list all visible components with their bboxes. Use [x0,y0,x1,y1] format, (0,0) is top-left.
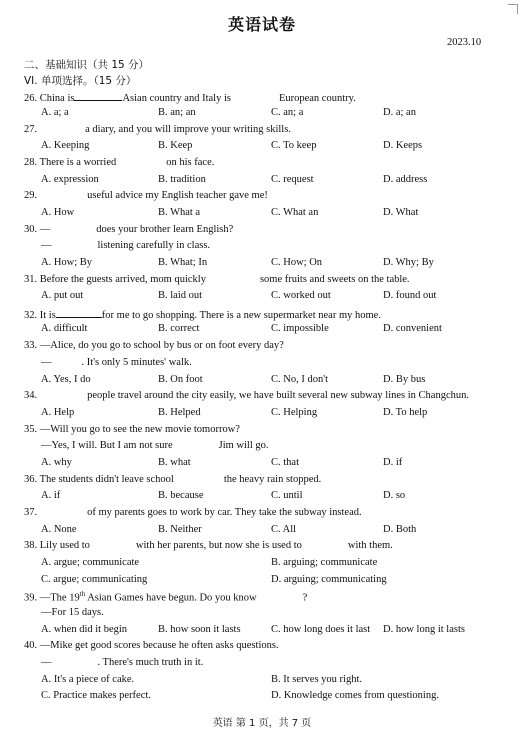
question-30-option-b[interactable]: B. What; In [158,257,208,268]
question-38-option-b[interactable]: B. arguing; communicate [271,557,378,568]
question-39-option-d[interactable]: D. how long it lasts [383,624,465,635]
question-33-line-2: — . It's only 5 minutes' walk. [41,357,192,368]
question-29-option-c[interactable]: C. What an [271,207,319,218]
question-40-line-1: 40. —Mike get good scores because he often asks questions. [24,640,279,651]
question-39-line-1: 39. —The 19th Asian Games have begun. Do you know ? [24,590,308,604]
question-36-option-c[interactable]: C. until [271,490,303,501]
question-27-option-c[interactable]: C. To keep [271,140,317,151]
question-39-option-b[interactable]: B. how soon it lasts [158,624,241,635]
question-35-line-2: —Yes, I will. But I am not sure Jim will go. [41,440,269,451]
question-38-option-d[interactable]: D. arguing; communicating [271,574,387,585]
question-40-option-a[interactable]: A. It's a piece of cake. [41,674,135,685]
question-33-option-a[interactable]: A. Yes, I do [41,374,91,385]
question-39-line-2: —For 15 days. [41,607,104,618]
question-39-option-a[interactable]: A. when did it begin [41,624,128,635]
question-32-option-c[interactable]: C. impossible [271,323,329,334]
question-32-option-a[interactable]: A. difficult [41,323,88,334]
question-28-stem: 28. There is a worried on his face. [24,157,215,168]
question-38-stem: 38. Lily used to with her parents, but now she is used to with them. [24,540,393,551]
question-29-stem: 29. useful advice my English teacher gave me! [24,190,268,201]
question-30-option-a[interactable]: A. How; By [41,257,93,268]
question-28-option-b[interactable]: B. tradition [158,174,206,185]
question-30-option-d[interactable]: D. Why; By [383,257,434,268]
question-26-stem: 26. China is Asian country and Italy is European country. [24,90,356,104]
question-31-option-a[interactable]: A. put out [41,290,84,301]
question-38-option-c[interactable]: C. argue; communicating [41,574,148,585]
question-39-option-c[interactable]: C. how long does it last [271,624,371,635]
question-33-line-1: 33. —Alice, do you go to school by bus or on foot every day? [24,340,284,351]
question-26-option-c[interactable]: C. an; a [271,107,304,118]
question-34-option-c[interactable]: C. Helping [271,407,318,418]
question-34-option-d[interactable]: D. To help [383,407,428,418]
question-29-option-b[interactable]: B. What a [158,207,201,218]
question-26-option-b[interactable]: B. an; an [158,107,196,118]
question-26-option-a[interactable]: A. a; a [41,107,69,118]
question-31-option-c[interactable]: C. worked out [271,290,331,301]
question-35-option-c[interactable]: C. that [271,457,299,468]
question-36-option-d[interactable]: D. so [383,490,406,501]
section-heading: 二、基础知识（共 15 分） [24,59,150,71]
page-footer: 英语 第 1 页，共 7 页 [212,718,312,729]
question-29-option-d[interactable]: D. What [383,207,419,218]
question-40-option-b[interactable]: B. It serves you right. [271,674,362,685]
question-31-option-b[interactable]: B. laid out [158,290,203,301]
question-34-option-b[interactable]: B. Helped [158,407,201,418]
subsection-heading: VI. 单项选择。（15 分） [24,75,137,87]
question-31-option-d[interactable]: D. found out [383,290,437,301]
question-28-option-d[interactable]: D. address [383,174,428,185]
question-30-line-2: — listening carefully in class. [41,240,211,251]
question-35-option-b[interactable]: B. what [158,457,191,468]
question-34-option-a[interactable]: A. Help [41,407,75,418]
question-36-option-b[interactable]: B. because [158,490,204,501]
question-28-option-a[interactable]: A. expression [41,174,99,185]
question-37-option-b[interactable]: B. Neither [158,524,202,535]
question-33-option-c[interactable]: C. No, I don't [271,374,329,385]
question-32-option-b[interactable]: B. correct [158,323,200,334]
question-30-line-1: 30. — does your brother learn English? [24,224,234,235]
question-27-option-b[interactable]: B. Keep [158,140,193,151]
question-30-option-c[interactable]: C. How; On [271,257,323,268]
question-27-stem: 27. a diary, and you will improve your writing skills. [24,124,291,135]
question-33-option-b[interactable]: B. On foot [158,374,203,385]
question-40-line-2: — . There's much truth in it. [41,657,204,668]
question-27-option-a[interactable]: A. Keeping [41,140,90,151]
question-33-option-d[interactable]: D. By bus [383,374,426,385]
question-26-option-d[interactable]: D. a; an [383,107,416,118]
question-38-option-a[interactable]: A. argue; communicate [41,557,140,568]
question-37-stem: 37. of my parents goes to work by car. They take the subway instead. [24,507,362,518]
question-32-option-d[interactable]: D. convenient [383,323,442,334]
question-36-option-a[interactable]: A. if [41,490,61,501]
question-35-option-d[interactable]: D. if [383,457,403,468]
page-title: 英语试卷 [227,15,296,34]
question-28-option-c[interactable]: C. request [271,174,314,185]
question-40-option-c[interactable]: C. Practice makes perfect. [41,690,151,701]
question-29-option-a[interactable]: A. How [41,207,75,218]
question-37-option-a[interactable]: A. None [41,524,77,535]
answer-blank [56,307,102,318]
question-37-option-c[interactable]: C. All [271,524,297,535]
question-37-option-d[interactable]: D. Both [383,524,417,535]
question-31-stem: 31. Before the guests arrived, mom quickly some fruits and sweets on the table. [24,274,410,285]
question-34-stem: 34. people travel around the city easily, we have built several new subway lines in Changchun. [24,390,469,401]
question-40-option-d[interactable]: D. Knowledge comes from questioning. [271,690,439,701]
question-35-option-a[interactable]: A. why [41,457,72,468]
question-35-line-1: 35. —Will you go to see the new movie tomorrow? [24,424,240,435]
question-27-option-d[interactable]: D. Keeps [383,140,423,151]
question-32-stem: 32. It is for me to go shopping. There is a new supermarket near my home. [24,307,381,321]
question-36-stem: 36. The students didn't leave school the heavy rain stopped. [24,474,322,485]
exam-date: 2023.10 [447,37,482,48]
answer-blank [74,90,122,101]
